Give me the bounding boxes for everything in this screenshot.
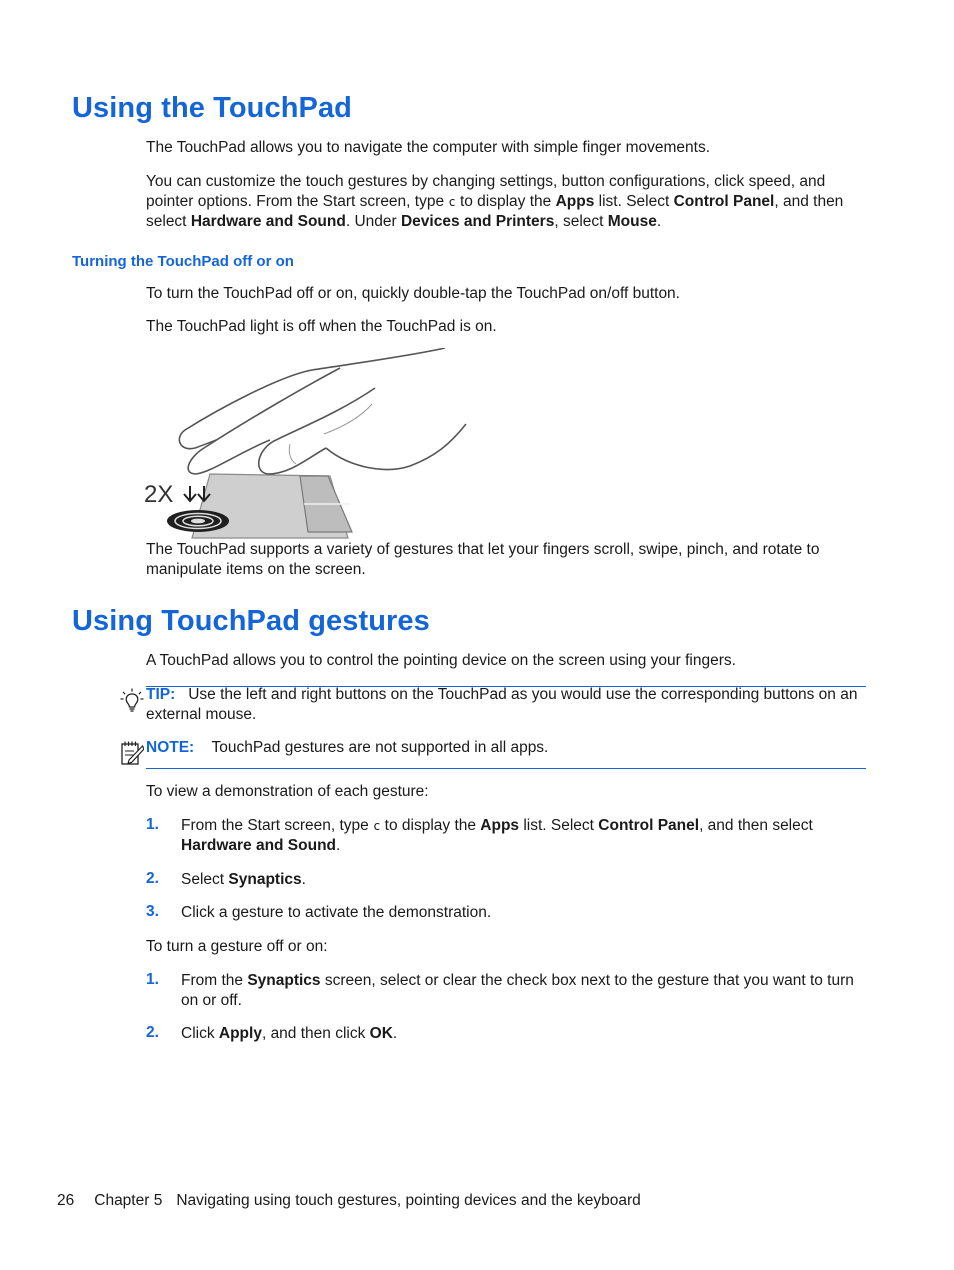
tip-label: TIP: <box>146 686 176 703</box>
note-label: NOTE: <box>146 739 195 756</box>
toggle-step-1-number: 1. <box>146 971 159 988</box>
lightbulb-tip-icon <box>120 688 144 714</box>
toggle-step-2-number: 2. <box>146 1024 159 1041</box>
page-number: 26 <box>57 1192 75 1209</box>
toggle-intro-paragraph: To turn a gesture off or on: <box>146 938 328 955</box>
demo-step-3-number: 3. <box>146 903 159 920</box>
page-footer <box>57 1192 641 1210</box>
key-c: c <box>373 819 381 833</box>
note-text: TouchPad gestures are not supported in all apps. <box>211 739 549 756</box>
note-paragraph <box>146 738 866 758</box>
demo-intro-paragraph: To view a demonstration of each gesture: <box>146 783 429 800</box>
section-heading-using-touchpad: Using the TouchPad <box>72 92 352 124</box>
demo-step-1-text: From the Start screen, type c to display the Apps list. Select Control Panel, and then select Hardware and Sound. <box>181 817 813 854</box>
double-tap-label: 2X <box>144 481 174 508</box>
section-heading-touchpad-gestures: Using TouchPad gestures <box>72 605 430 637</box>
note-pad-icon <box>120 740 144 766</box>
hand-tapping-touchpad-image <box>140 348 470 540</box>
gestures-intro-paragraph: A TouchPad allows you to control the pointing device on the screen using your fingers. <box>146 652 736 669</box>
note-bottom-rule <box>146 768 866 769</box>
turn-off-paragraph: To turn the TouchPad off or on, quickly double-tap the TouchPad on/off button. <box>146 285 680 302</box>
gestures-support-paragraph: The TouchPad supports a variety of gestures that let your fingers scroll, swipe, pinch, and rotate to manipulate items on the screen. <box>146 541 820 578</box>
toggle-step-1-text: From the Synaptics screen, select or clear the check box next to the gesture that you want to turn on or off. <box>181 972 854 1009</box>
touchpad-double-tap-illustration <box>140 348 470 540</box>
tip-text: Use the left and right buttons on the TouchPad as you would use the corresponding buttons on an external mouse. <box>146 686 858 723</box>
demo-step-2-text: Select Synaptics. <box>181 871 306 888</box>
subsection-heading: Turning the TouchPad off or on <box>72 253 294 270</box>
demo-step-1-number: 1. <box>146 816 159 833</box>
intro-paragraph: The TouchPad allows you to navigate the computer with simple finger movements. <box>146 139 711 156</box>
toggle-step-2-text: Click Apply, and then click OK. <box>181 1025 398 1042</box>
chapter-title: Navigating using touch gestures, pointing devices and the keyboard <box>176 1192 641 1209</box>
demo-step-2-number: 2. <box>146 870 159 887</box>
chapter-label: Chapter 5 <box>94 1192 163 1209</box>
light-paragraph: The TouchPad light is off when the TouchPad is on. <box>146 318 497 335</box>
customize-paragraph: You can customize the touch gestures by changing settings, button configurations, click speed, and pointer options. From the Start screen, type c to display the Apps list. Select Control Panel, and then select Hardware and Sound. Under Devices and Printers, select Mouse. <box>146 173 844 230</box>
tip-paragraph <box>146 685 868 725</box>
demo-step-3-text: Click a gesture to activate the demonstration. <box>181 904 492 921</box>
key-c: c <box>448 195 456 209</box>
